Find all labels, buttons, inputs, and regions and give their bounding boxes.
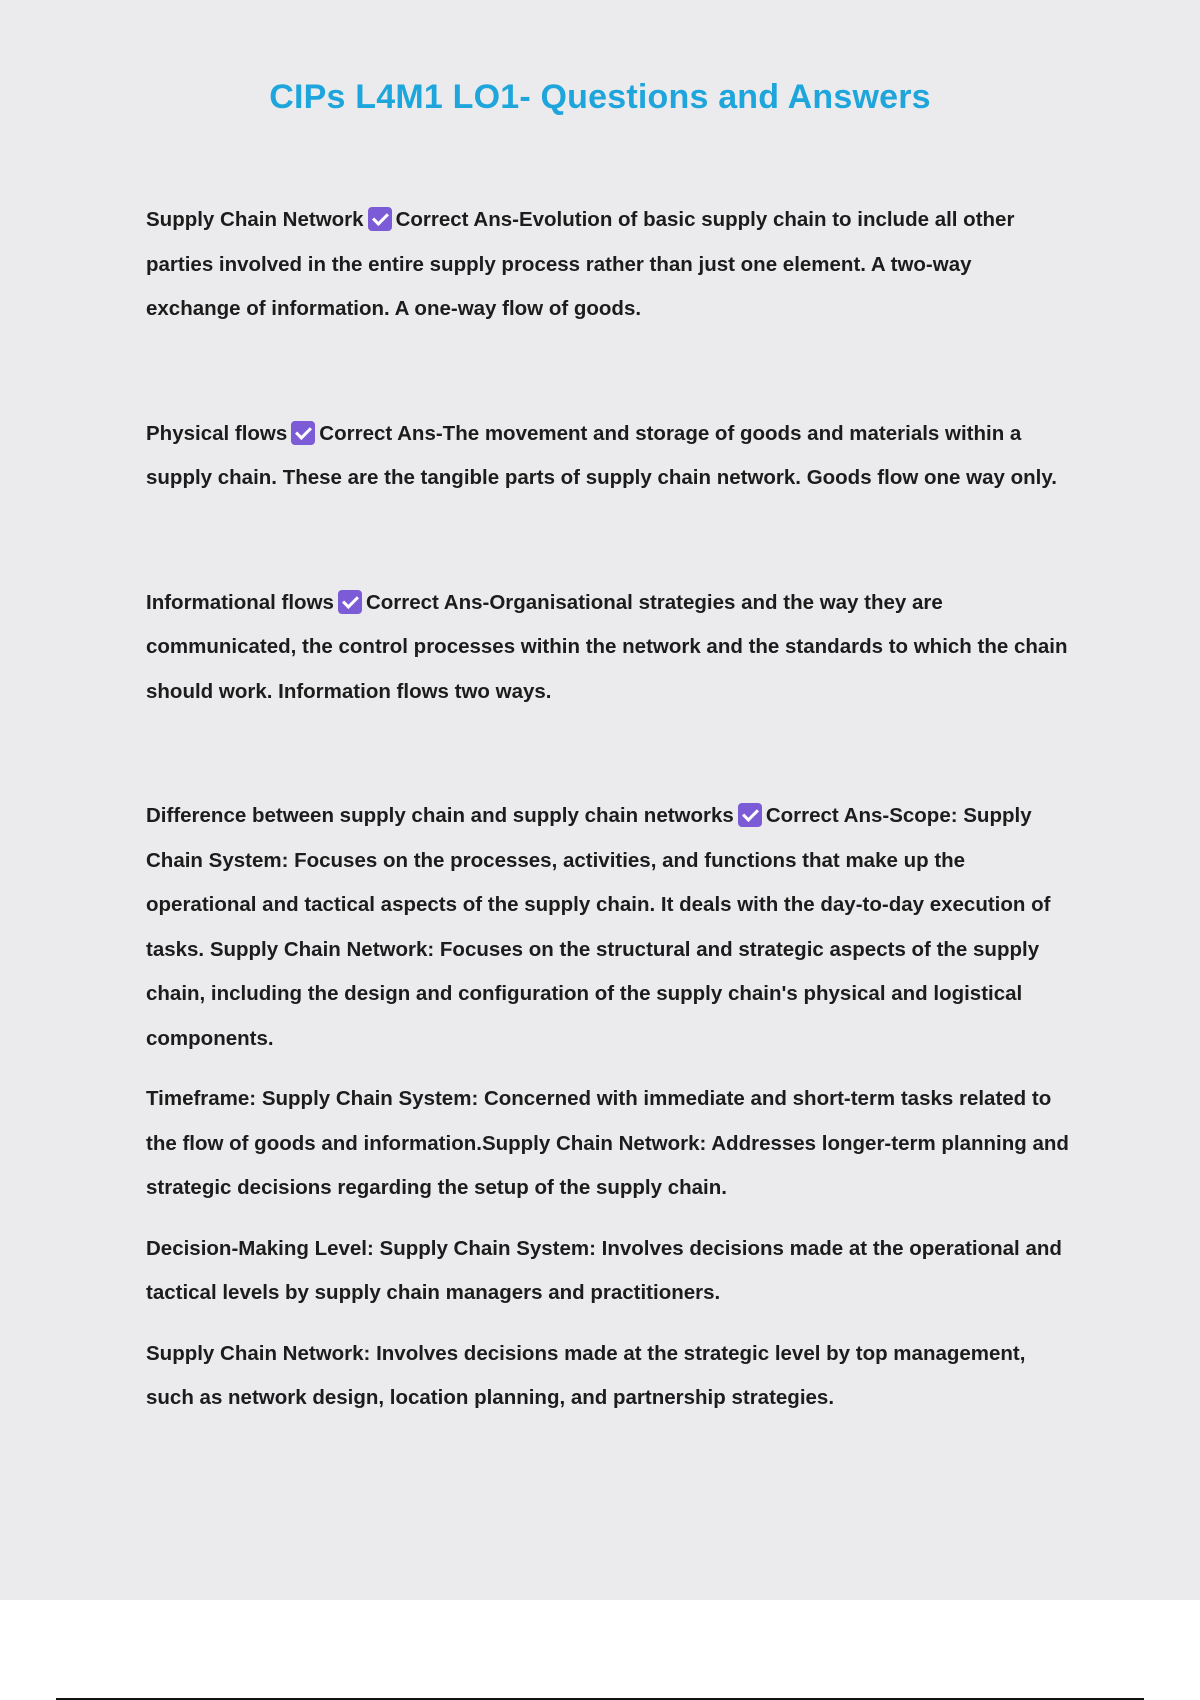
question-text: Supply Chain Network xyxy=(146,208,364,231)
qa-item-3 xyxy=(146,581,1070,715)
answer-text: Correct Ans-Organisational strategies and the way they are communicated, the control processes within the network and the standards to which the chain should work. Information flows two ways. xyxy=(146,590,1068,703)
checkbox-checked-icon xyxy=(738,803,762,827)
checkbox-checked-icon xyxy=(291,421,315,445)
answer-paragraph-timeframe: Timeframe: Supply Chain System: Concerned with immediate and short-term tasks related to the flow of goods and information.Supply Chain Network: Addresses longer-term planning and strategic decisions regarding the setup of the supply chain. xyxy=(146,1087,1069,1199)
document-title: CIPs L4M1 LO1- Questions and Answers xyxy=(269,78,931,116)
answer-text: Correct Ans-Evolution of basic supply chain to include all other parties involved in the entire supply process rather than just one element. A two-way exchange of information. A one-way flow of goods. xyxy=(146,208,1015,320)
answer-text: Correct Ans-Scope: Supply Chain System: Focuses on the processes, activities, and functions that make up the operational and tactical aspects of the supply chain. It deals with the day-to-day execution of tasks. Supply Chain Network: Focuses on the structural and strategic aspects of the supply chain, including the design and configuration of the supply chain's physical and logistical components. xyxy=(146,804,1051,1050)
qa-item-2 xyxy=(146,412,1070,501)
qa-item-4 xyxy=(146,794,1070,1061)
question-text: Difference between supply chain and supply chain networks xyxy=(146,804,734,827)
checkbox-checked-icon xyxy=(338,590,362,614)
answer-paragraph-decision-level: Decision-Making Level: Supply Chain System: Involves decisions made at the operational and tactical levels by supply chain managers and practitioners. xyxy=(146,1236,1062,1304)
question-text: Informational flows xyxy=(146,590,334,614)
answer-paragraph-network-decisions: Supply Chain Network: Involves decisions made at the strategic level by top management, such as network design, location planning, and partnership strategies. xyxy=(146,1341,1026,1409)
qa-item-1 xyxy=(146,198,1070,332)
checkbox-checked-icon xyxy=(368,207,392,231)
answer-text: Correct Ans-The movement and storage of goods and materials within a supply chain. These are the tangible parts of supply chain network. Goods flow one way only. xyxy=(146,421,1057,489)
question-text: Physical flows xyxy=(146,421,288,445)
